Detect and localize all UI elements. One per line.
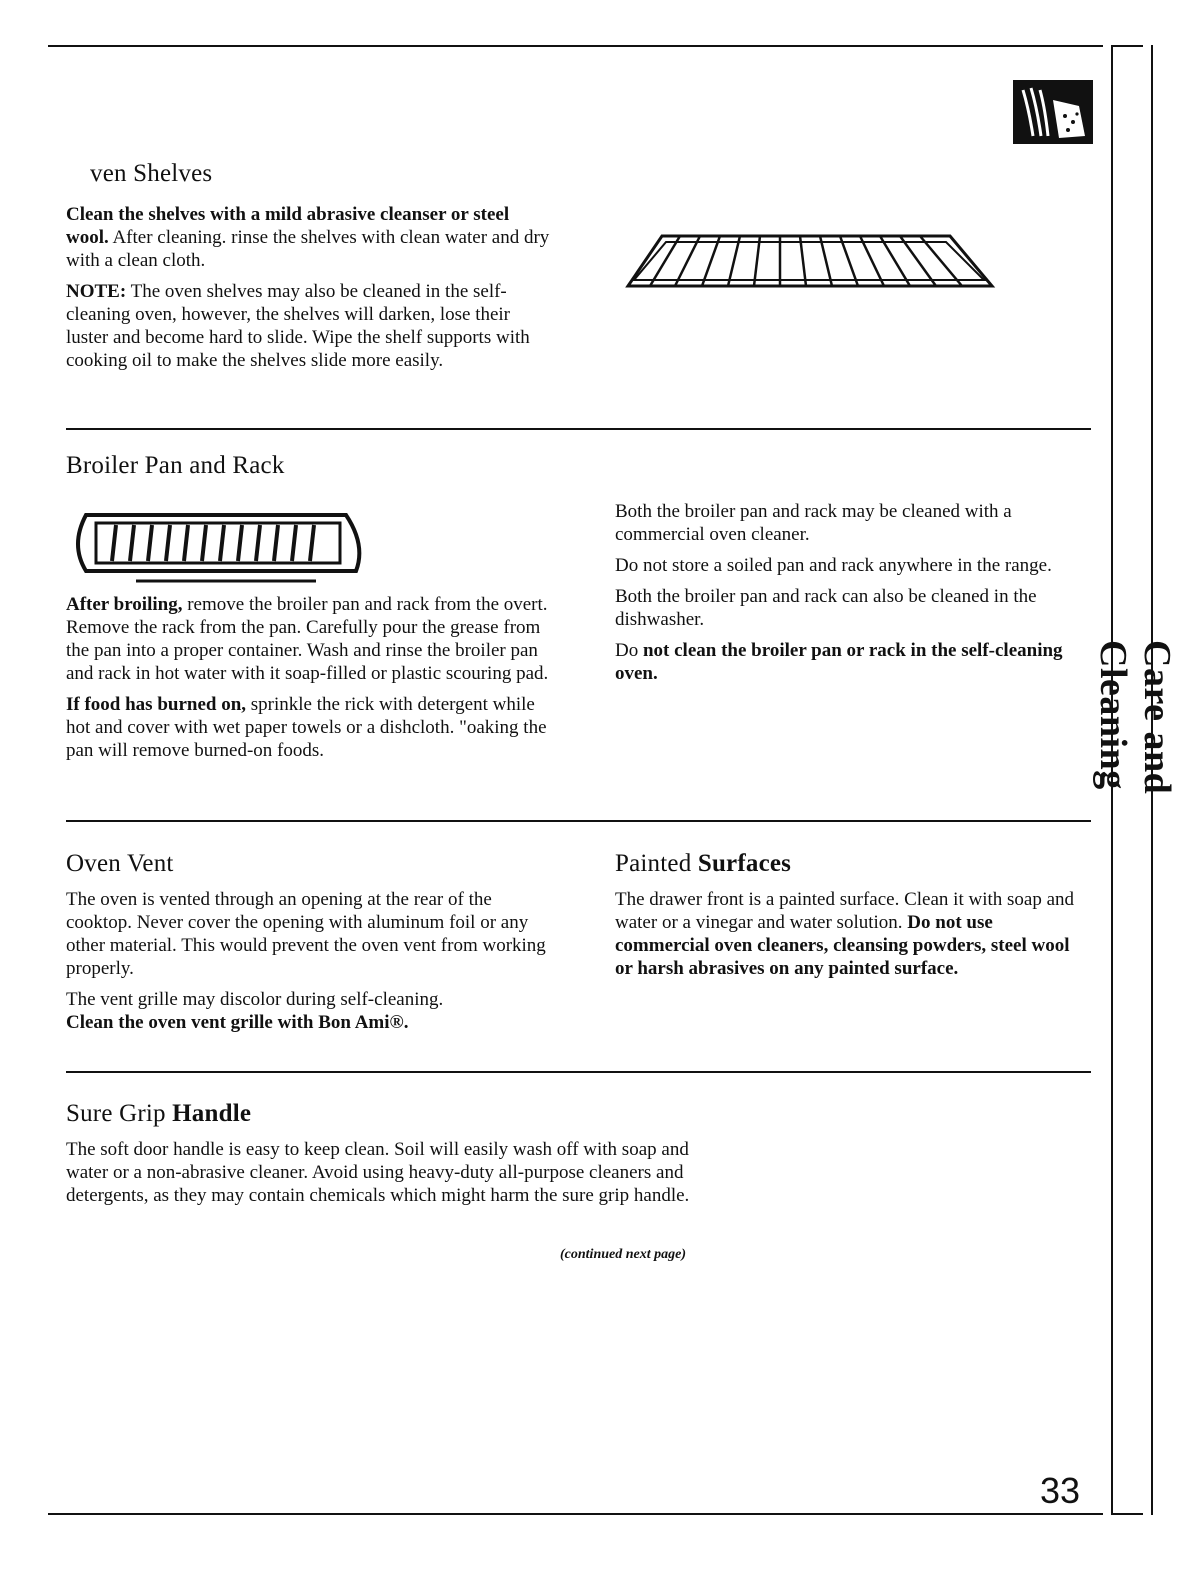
heading-bold: Surfaces <box>697 850 792 877</box>
bold-text: Do not use commercial oven cleaners, cleansing powders, steel wool or harsh abrasives on any painted surface. <box>615 912 1070 979</box>
broiler-pan-illustration <box>66 505 376 585</box>
paragraph <box>615 639 1075 685</box>
heading-bold: Handle <box>172 1100 252 1127</box>
section-heading <box>615 850 1075 878</box>
paragraph: Do not store a soiled pan and rack anywhere in the range. <box>615 555 1052 576</box>
oven-shelves-section <box>90 160 560 198</box>
text: sprinkle the rick with detergent while hot and cover with wet paper towels or a dishcloth. "oaking the pan will remove burned-on foods. <box>66 694 547 761</box>
side-tick <box>1113 45 1143 47</box>
paragraph <box>66 1011 556 1034</box>
paragraph: Both the broiler pan and rack may be cleaned with a commercial oven cleaner. <box>615 501 1012 545</box>
continued-note: (continued next page) <box>560 1247 686 1262</box>
section-divider <box>66 1071 1091 1073</box>
top-rule <box>48 45 1103 47</box>
page-number: 33 <box>1040 1470 1081 1511</box>
oven-shelves-body <box>66 203 556 380</box>
paragraph <box>615 888 1075 980</box>
bold-text: not clean the broiler pan or rack in the self-cleaning oven. <box>615 640 1063 684</box>
text: After cleaning. rinse the shelves with clean water and dry with a clean cloth. <box>66 227 550 271</box>
side-tab-title: Care and Cleaning <box>1092 640 1178 795</box>
bold-text: Clean the shelves with a mild abrasive cleanser or steel wool. <box>66 204 510 248</box>
paragraph: Both the broiler pan and rack can also be cleaned in the dishwasher. <box>615 586 1037 630</box>
broiler-section <box>66 452 536 490</box>
bold-text: NOTE: <box>66 281 127 302</box>
cleaning-hand-sponge-icon <box>1013 80 1093 144</box>
text: Do <box>615 640 643 661</box>
heading-text: Painted <box>615 850 698 877</box>
paragraph: The oven is vented through an opening at the rear of the cooktop. Never cover the opening with aluminum foil or any other material. This would prevent the oven vent from working properly. <box>66 889 546 979</box>
section-heading: Broiler Pan and Rack <box>66 452 285 479</box>
text: The oven shelves may also be cleaned in the self-cleaning oven, however, the shelves will darken, lose their luster and become hard to slide. Wipe the shelf supports with cooking oil to make the shelves slide more easily. <box>66 281 530 371</box>
broiler-left-body <box>66 593 556 770</box>
paragraph <box>66 593 556 685</box>
section-divider <box>66 428 1091 430</box>
paragraph: The soft door handle is easy to keep clean. Soil will easily wash off with soap and water or a non-abrasive cleaner. Avoid using heavy-duty all-purpose cleaners and detergents, as they may contain chemicals which might harm the sure grip handle. <box>66 1139 690 1206</box>
bold-text: Clean the oven vent grille with Bon Ami®. <box>66 1012 409 1033</box>
paragraph <box>66 203 556 272</box>
paragraph: The vent grille may discolor during self-cleaning. <box>66 989 444 1010</box>
paragraph <box>66 280 556 372</box>
section-heading: ven Shelves <box>90 160 213 187</box>
bold-text: If food has burned on, <box>66 694 247 715</box>
section-heading <box>66 1100 706 1128</box>
painted-surfaces-section <box>615 850 1075 988</box>
bold-text: After broiling, <box>66 594 183 615</box>
handle-section <box>66 1100 706 1215</box>
oven-vent-section <box>66 850 556 1042</box>
side-tick <box>1113 1513 1143 1515</box>
section-heading: Oven Vent <box>66 850 174 877</box>
broiler-right-body <box>615 500 1075 693</box>
text: The drawer front is a painted surface. Clean it with soap and water or a vinegar and water solution. <box>615 889 1075 933</box>
oven-shelf-illustration <box>620 228 1000 298</box>
section-divider <box>66 820 1091 822</box>
paragraph <box>66 693 556 762</box>
heading-text: Sure Grip <box>66 1100 173 1127</box>
bottom-rule <box>48 1513 1103 1515</box>
text: remove the broiler pan and rack from the overt. Remove the rack from the pan. Carefully pour the grease from the pan into a proper container. Wash and rinse the broiler pan and rack in hot water with it soap-filled or plastic scouring pad. <box>66 594 549 684</box>
